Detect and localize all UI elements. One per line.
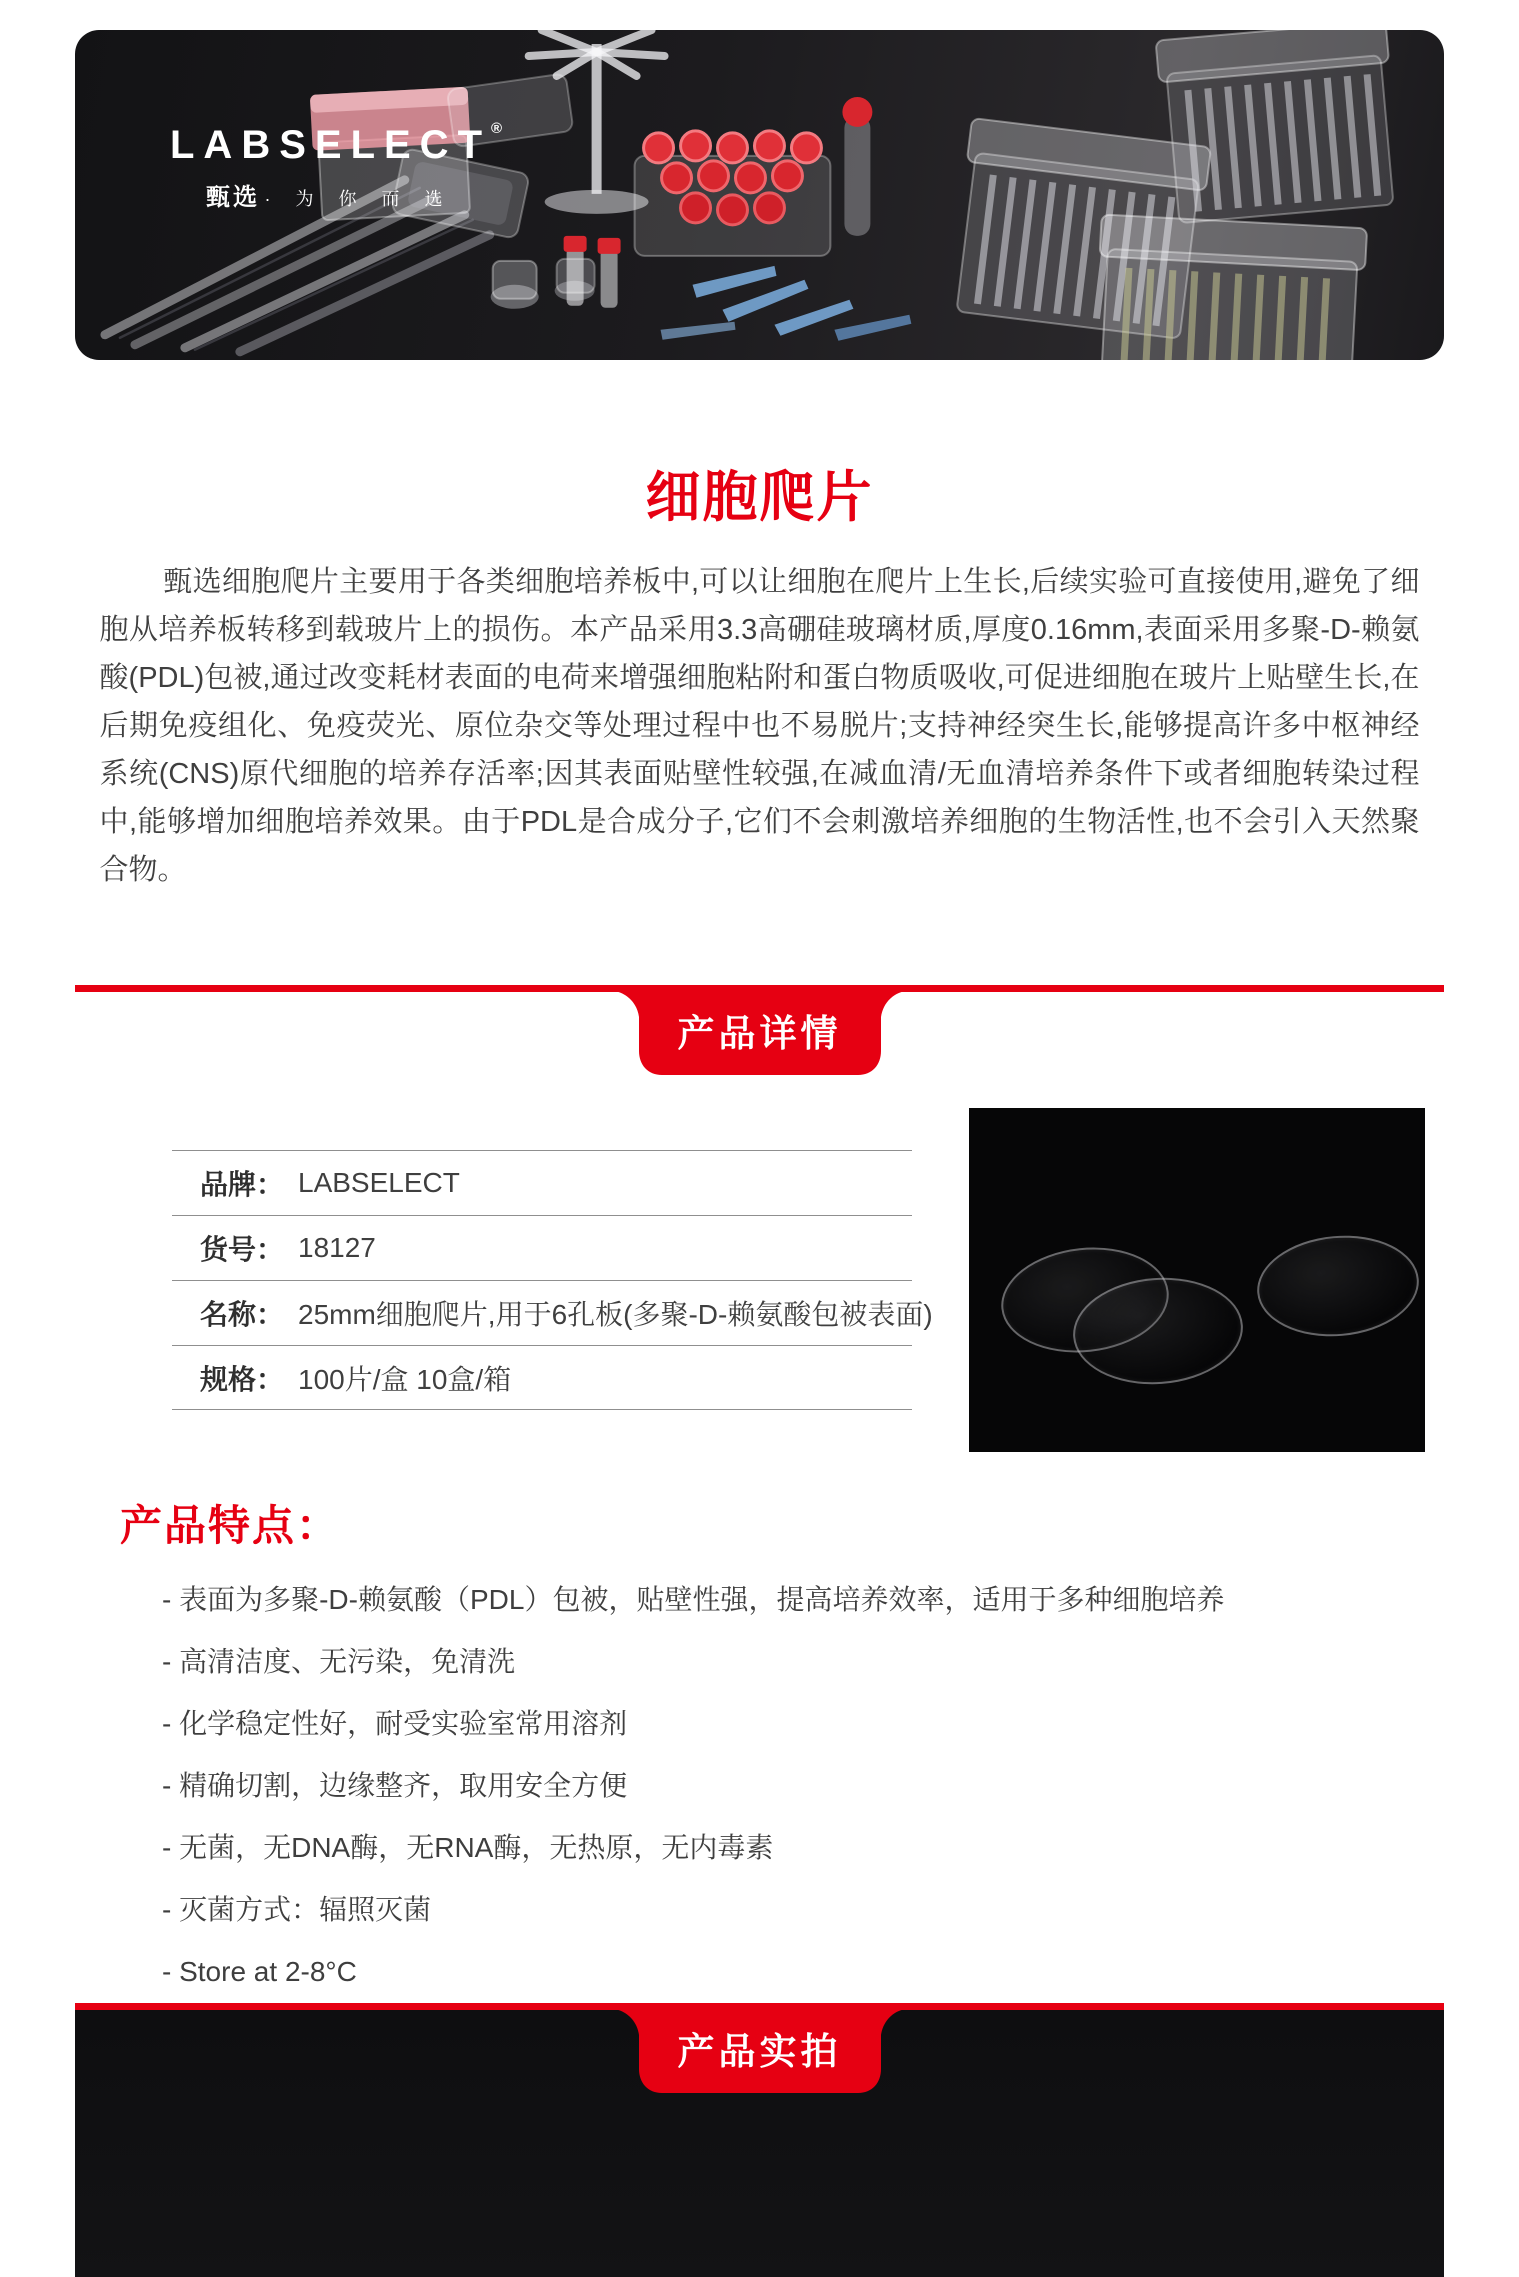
spec-value: LABSELECT xyxy=(298,1167,460,1198)
product-features xyxy=(120,1497,1419,2003)
section-details-label: 产品详情 xyxy=(677,1013,842,1054)
list-item: - 无菌，无DNA酶，无RNA酶，无热原，无内毒素 xyxy=(162,1832,774,1863)
brand-banner xyxy=(75,30,1444,360)
list-item: - 高清洁度、无污染，免清洗 xyxy=(162,1646,516,1677)
page-title: 细胞爬片 xyxy=(645,466,874,528)
section-photos-tab xyxy=(614,2009,906,2093)
pipette-tips-icon xyxy=(661,266,912,341)
features-list xyxy=(120,1569,1419,2003)
list-item: - 灭菌方式：辐照灭菌 xyxy=(162,1894,432,1925)
brand-logo-text: LABSELECT® xyxy=(170,120,503,167)
features-heading: 产品特点： xyxy=(120,1502,341,1549)
spec-value: 25mm细胞爬片,用于6孔板(多聚-D-赖氨酸包被表面) xyxy=(298,1299,933,1330)
table-row xyxy=(172,1280,933,1345)
tube-rack-icon xyxy=(635,97,873,256)
table-row xyxy=(172,1215,912,1280)
list-item: - Store at 2-8°C xyxy=(162,1956,357,1987)
table-row xyxy=(172,1345,912,1410)
table-row xyxy=(172,1150,912,1215)
brand-logo xyxy=(170,120,503,212)
spec-label: 名称： xyxy=(200,1299,285,1330)
spec-value: 100片/盒 10盒/箱 xyxy=(298,1363,512,1395)
product-photo xyxy=(969,1108,1425,1452)
photos-black-panel xyxy=(75,2010,1444,2277)
spec-label: 规格： xyxy=(200,1363,285,1395)
list-item: - 精确切割，边缘整齐，取用安全方便 xyxy=(162,1770,628,1801)
registered-mark: ® xyxy=(491,120,503,137)
spec-label: 货号： xyxy=(200,1234,285,1265)
spec-value: 18127 xyxy=(298,1232,376,1263)
coverslip-image xyxy=(1253,1229,1423,1343)
section-photos-label: 产品实拍 xyxy=(677,2031,842,2072)
spec-label: 品牌： xyxy=(200,1169,285,1200)
pipette-tip-box-icon xyxy=(1156,30,1402,224)
spec-table xyxy=(172,1150,933,1410)
product-description: 甄选细胞爬片主要用于各类细胞培养板中,可以让细胞在爬片上生长,后续实验可直接使用,避免了细胞从培养板转移到载玻片上的损伤。本产品采用3.3高硼硅玻璃材质,厚度0.16mm,表面采用多聚-D-赖氨酸(PDL)包被,通过改变耗材表面的电荷来增强细胞粘附和蛋白物质吸收,可促进细胞在玻片上贴壁生长,在后期免疫组化、免疫荧光、原位杂交等处理过程中也不易脱片;支持神经突生长,能够提高许多中枢神经系统(CNS)原代细胞的培养存活率;因其表面贴壁性较强,在减血清/无血清培养条件下或者细胞转染过程中,能够增加细胞培养效果。由于PDL是合成分子,它们不会刺激培养细胞的生物活性,也不会引入天然聚合物。 xyxy=(99,566,1420,886)
section-photos xyxy=(75,2003,1444,2277)
list-item: - 表面为多聚-D-赖氨酸（PDL）包被，贴壁性强，提高培养效率，适用于多种细胞培养 xyxy=(162,1584,1225,1615)
product-details xyxy=(94,1108,1425,1452)
pipette-tip-box-icon xyxy=(1093,214,1367,359)
section-details-tab xyxy=(614,991,906,1075)
brand-slogan: 甄选 · 为 你 而 选 xyxy=(206,184,453,211)
section-details-header xyxy=(0,985,1519,1076)
list-item: - 化学稳定性好，耐受实验室常用溶剂 xyxy=(162,1708,628,1739)
